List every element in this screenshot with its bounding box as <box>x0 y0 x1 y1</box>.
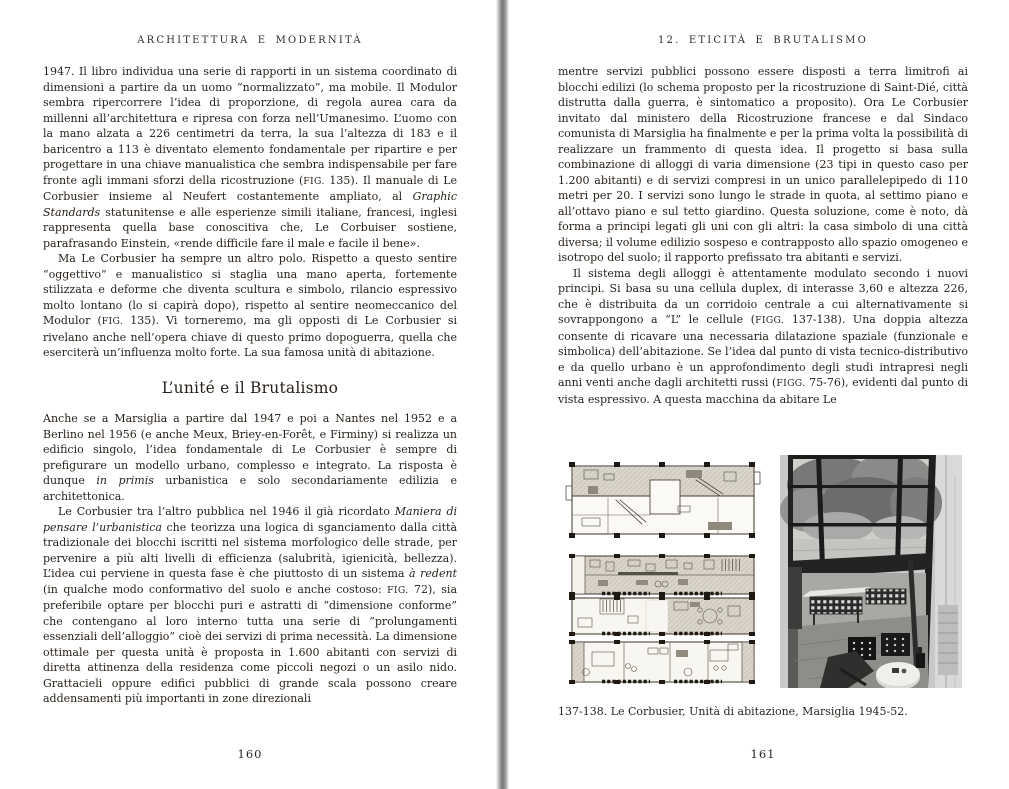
page-gutter <box>496 0 509 789</box>
photo-round-table <box>876 662 920 688</box>
photo-trees-view <box>780 455 942 563</box>
running-head-right: 12. ETICITÀ E BRUTALISMO <box>658 35 868 46</box>
floor-plan-middle <box>569 596 755 636</box>
left-text-column <box>43 64 457 736</box>
unite-plans-figure <box>558 460 768 686</box>
plans-drawing <box>558 460 768 686</box>
page-left <box>0 0 497 789</box>
floor-plan-upper <box>569 554 755 596</box>
page-number-right: 161 <box>750 747 776 761</box>
paragraph: 1947. Il libro individua una serie di rapporti in un sistema coordinato di dimensioni a partire da un uomo “normalizzato”, ma mobile. Il Modulor sembra ripercorrere l’idea di proporzione, di regola aurea cara da millenni all’architettura e ripresa con forza nell’Umanesimo. L’uomo con la mano alzata a 226 centimetri da terra, la sua l’altezza di 183 e il baricentro a 113 è diventato elemento fondamentale per ripartire e per progettare in una chiave manualistica che sembra indispensabile per fare fronte agli immani sforzi della ricostruzione (FIG. 135). Il manuale di Le Corbusier insieme al Neufert costantemente ampliato, al Graphic Standards statunitense e alle esperienze simili italiane, francesi, inglesi rappresenta quella base conoscitiva che, Le Corbuiser sostiene, parafrasando Einstein, «rende difficile fare il male e facile il bene». <box>43 65 457 250</box>
page-number-left: 160 <box>237 747 263 761</box>
paragraph: mentre servizi pubblici possono essere disposti a terra limitrofi ai blocchi edilizi (lo schema proposto per la ricostruzione di Saint-Dié, città distrutta dalla guerra, è sintomatico a proposito). Ora Le Corbusier invitato dal ministero della Ricostruzione francese e dal Sindaco comunista di Marsiglia ha finalmente e per la prima volta la possibilità di realizzare un frammento di questa idea. Il progetto si basa sulla combinazione di alloggi di varia dimensione (23 tipi in questo caso per 1.200 abitanti) e di servizi compresi in un unico parallelepipedo di 110 metri per 20. I servizi sono lungo le strade in quota, al settimo piano e all’ottavo piano e sul tetto giardino. Questa soluzione, come è noto, dà forma a principi legati gli uni con gli altri: la casa simbolo di una città diversa; il volume edilizio sospeso e contrapposto allo spazio omogeneo e isotropo del suolo; il rapporto prefissato tra abitanti e servizi. <box>558 65 968 264</box>
figure-caption: 137-138. Le Corbusier, Unità di abitazione, Marsiglia 1945-52. <box>558 705 908 718</box>
section-drawing <box>566 462 760 538</box>
running-head-left: ARCHITETTURA E MODERNITÀ <box>137 35 363 46</box>
photo-right-wall <box>935 455 962 688</box>
right-text-column <box>558 64 968 452</box>
interior-photo <box>780 455 962 688</box>
floor-plan-lower <box>569 640 755 684</box>
unite-interior-photo-figure <box>780 455 962 688</box>
paragraph: Le Corbusier tra l’altro pubblica nel 1946 il già ricordato Maniera di pensare l’urbanistica che teorizza una logica di sganciamento dalla città tradizionale dei blocchi iscritti nel sistema morfologico delle strade, per pervenire a più alti livelli di efficienza (salubrità, igienicità, bellezza). L’idea cui perviene in questa fase è che piuttosto di un sistema à redent (in qualche modo conformativo del suolo e anche costoso: FIG. 72), sia preferibile optare per blocchi puri e astratti di “dimensione conforme” che contengano al loro interno tutta una serie di “prolungamenti essenziali dell’alloggio” cioè dei servizi di prima necessità. La dimensione ottimale per questa unità è proposta in 1.600 abitanti con servizi di diretta attinenza della residenza come piccoli negozi o un asilo nido. Grattacieli oppure edifici pubblici di grande scala possono creare addensamenti più importanti in zone direzionali <box>43 505 457 705</box>
paragraph: Anche se a Marsiglia a partire dal 1947 e poi a Nantes nel 1952 e a Berlino nel 1956 (e anche Meux, Briey-en-Forêt, e Firminy) si realizza un edificio singolo, l’idea fondamentale di Le Corbusier è sempre di prefigurare un modello urbano, complesso e integrato. La risposta è dunque in primis urbanistica e solo secondariamente edilizia e architettonica. <box>43 412 457 503</box>
page-right <box>509 0 1009 789</box>
paragraph: Ma Le Corbusier ha sempre un altro polo. Rispetto a questo sentire “oggettivo” e manualistico si staglia una mano aperta, fortemente stilizzata e deforme che diventa scultura e simbolo, rilancio espressivo molto lontano (lo si capirà dopo), rispetto al sentire neomeccanico del Modulor (FIG. 135). Vi torneremo, ma gli opposti di Le Corbusier si rivelano anche nell’opera chiave di questo primo dopoguerra, quella che eserciterà un’influenza molto forte. La sua famosa unità di abitazione. <box>43 252 457 359</box>
paragraph: Il sistema degli alloggi è attentamente modulato secondo i nuovi principi. Si basa su una cellula duplex, di interasse 3,60 e altezza 226, che è distribuita da un corridoio centrale a cui alternativamente si sovrappongono a “L” le cellule (FIGG. 137-138). Una doppia altezza consente di ricavare una necessaria dilatazione spaziale (funzionale e simbolica) dell’abitazione. Se l’idea dal punto di vista tecnico-distributivo e da quello urbano è un approfondimento degli studi intrapresi negli anni venti anche dagli architetti russi (FIGG. 75-76), evidenti dal punto di vista espressivo. A questa macchina da abitare Le <box>558 266 968 406</box>
section-heading: L’unité e il Brutalismo <box>161 378 339 397</box>
photo-lower-terrace <box>788 561 928 688</box>
